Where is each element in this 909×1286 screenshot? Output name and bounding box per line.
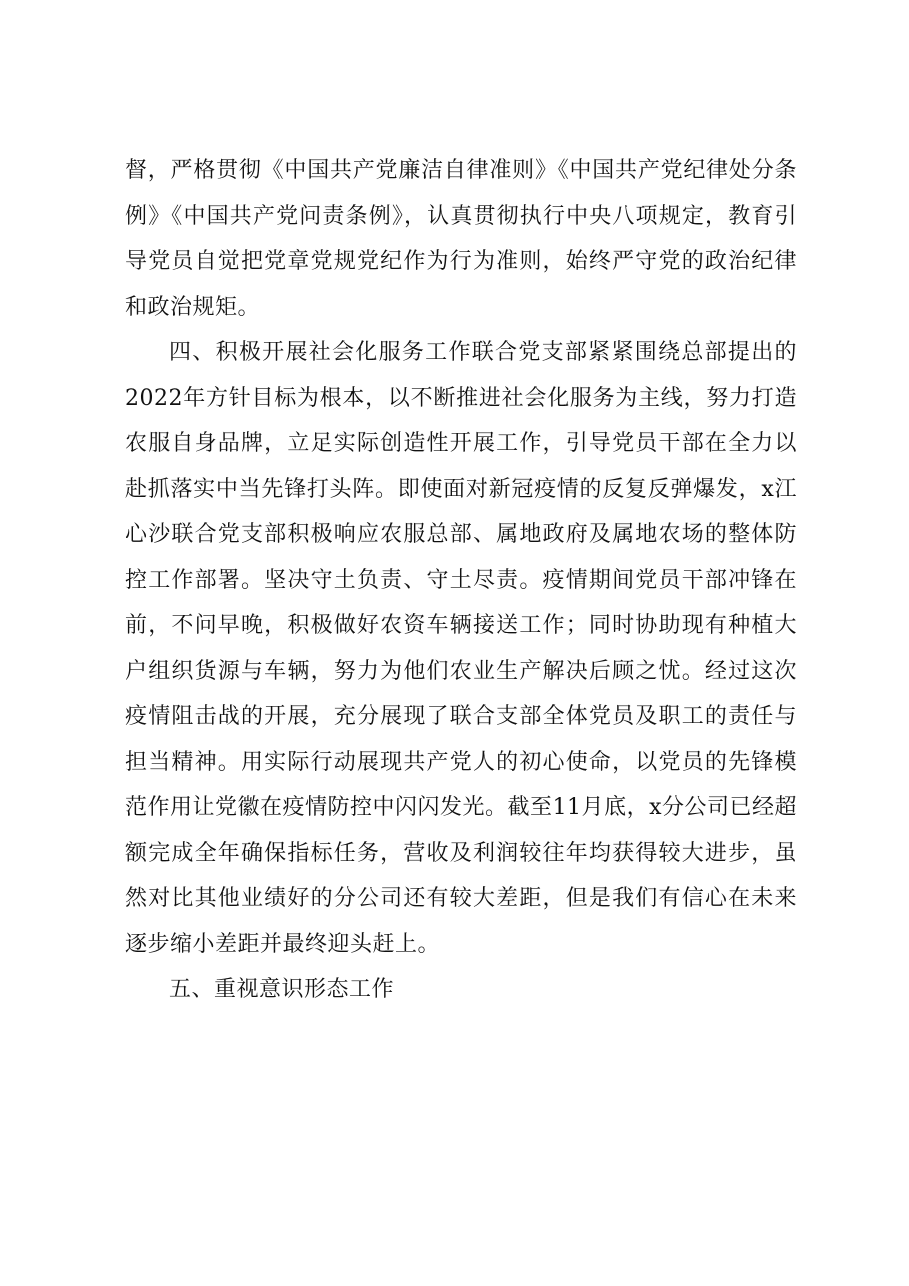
paragraph-section-four: 四、积极开展社会化服务工作联合党支部紧紧围绕总部提出的2022年方针目标为根本，以不断推进社会化服务为主线，努力打造农服自身品牌，立足实际创造性开展工作，引导党员干部在全力以赴抓落实中当先锋打头阵。即使面对新冠疫情的反复反弹爆发，x江心沙联合党支部积极响应农服总部、属地政府及属地农场的整体防控工作部署。坚决守土负责、守土尽责。疫情期间党员干部冲锋在前，不问早晚，积极做好农资车辆接送工作；同时协助现有种植大户组织货源与车辆，努力为他们农业生产解决后顾之忧。经过这次疫情阻击战的开展，充分展现了联合支部全体党员及职工的责任与担当精神。用实际行动展现共产党人的初心使命，以党员的先锋模范作用让党徽在疫情防控中闪闪发光。截至11月底，x分公司已经超额完成全年确保指标任务，营收及利润较往年均获得较大进步，虽然对比其他业绩好的分公司还有较大差距，但是我们有信心在未来逐步缩小差距并最终迎头赶上。 — [125, 340, 797, 957]
document-body — [125, 148, 797, 1013]
heading-section-five: 五、重视意识形态工作 — [169, 977, 395, 1002]
paragraph-continuation: 督，严格贯彻《中国共产党廉洁自律准则》《中国共产党纪律处分条例》《中国共产党问责条例》，认真贯彻执行中央八项规定，教育引导党员自觉把党章党规党纪作为行为准则，始终严守党的政治纪律和政治规矩。 — [125, 158, 797, 320]
